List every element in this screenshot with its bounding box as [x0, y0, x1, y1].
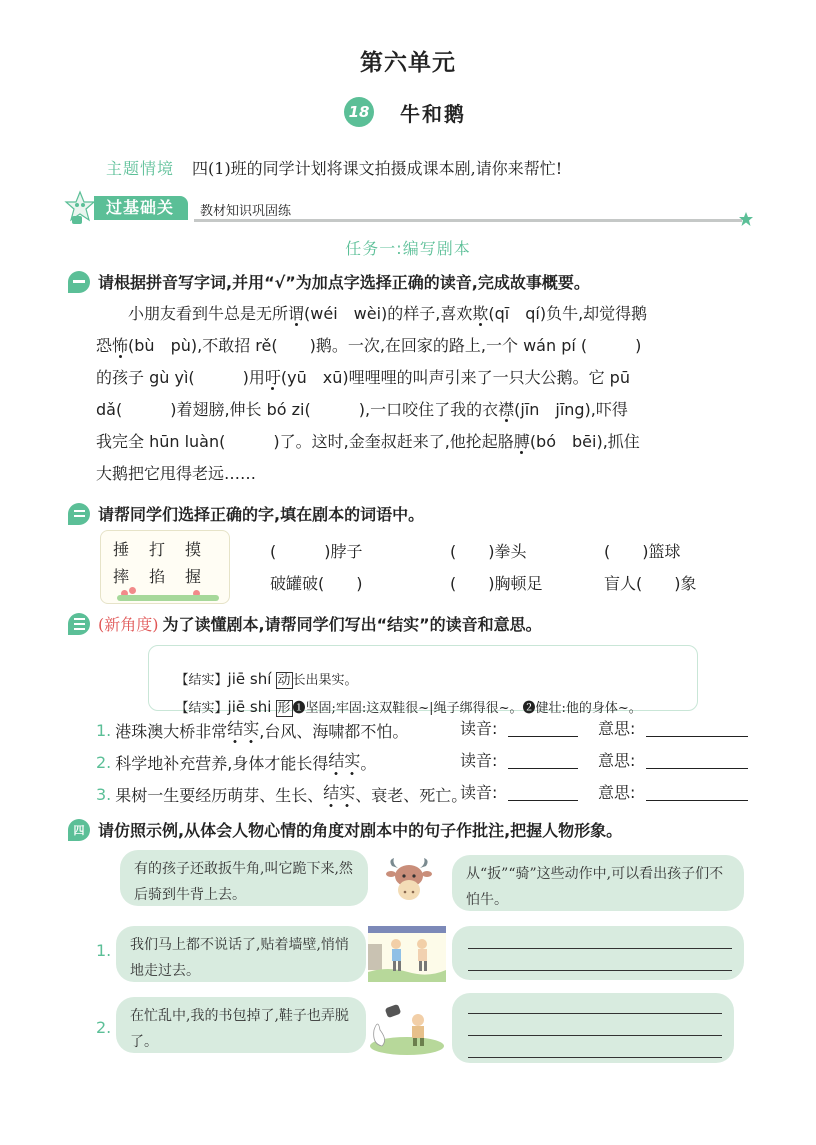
- question-4-instruction: 请仿照示例,从体会人物心情的角度对剧本中的句子作批注,把握人物形象。: [98, 821, 623, 840]
- sentence-row: [96, 748, 376, 776]
- meaning-answer-line[interactable]: [646, 800, 748, 801]
- text-segment: 大鹅把它甩得老远……: [96, 464, 257, 483]
- dotted-word: 结实: [227, 716, 259, 744]
- sentence-bubble: 我们马上都不说话了,贴着墙壁,悄悄地走过去。: [116, 926, 366, 982]
- dict-word: 【结实】: [175, 701, 228, 716]
- dotted-character: 吁: [264, 368, 281, 387]
- fill-in-words: [270, 536, 724, 600]
- question-3-instruction: 为了读懂剧本,请帮同学们写出“结实”的读音和意思。: [162, 615, 542, 634]
- reading-answer-line[interactable]: [508, 800, 578, 801]
- paragraph-line: [96, 330, 752, 362]
- example-annotation-bubble: 从“扳”“骑”这些动作中,可以看出孩子们不怕牛。: [452, 855, 744, 911]
- sentence-text: ,台风、海啸都不怕。: [259, 721, 409, 741]
- sentence-text: 科学地补充营养,身体才能长得: [115, 753, 329, 773]
- answer-line[interactable]: [468, 970, 732, 971]
- question-1-heading: [68, 270, 590, 293]
- banner-divider: [194, 219, 742, 222]
- dict-pinyin: jiē shí: [227, 670, 272, 688]
- star-icon: [738, 211, 754, 227]
- meaning-label: 意思:: [598, 719, 636, 738]
- new-angle-tag: (新角度): [98, 615, 159, 634]
- question-2-heading: [68, 502, 424, 525]
- banner-subtitle: 教材知识巩固练: [200, 204, 292, 219]
- star-mascot-icon: [64, 190, 96, 226]
- task-title: 任务一:编写剧本: [345, 239, 471, 258]
- meaning-answer-line[interactable]: [646, 768, 748, 769]
- question-3-heading: [68, 612, 542, 635]
- grass-decoration: [117, 595, 219, 601]
- theme-row: [106, 156, 562, 179]
- text-segment: dǎ( )着翅膀,伸长 bó zi( ),一口咬住了我的衣: [96, 400, 499, 419]
- paragraph-line: [96, 298, 752, 330]
- example-sentence-bubble: 有的孩子还敢扳牛角,叫它跪下来,然后骑到牛背上去。: [120, 850, 368, 906]
- sentence-row: [96, 780, 467, 808]
- fill-row: [270, 568, 724, 600]
- dotted-character: 怖: [112, 336, 129, 355]
- sentence-number: 2.: [96, 752, 112, 772]
- flower-decoration: [129, 587, 136, 594]
- dotted-character: 襟: [498, 400, 515, 419]
- paragraph-line: [96, 426, 752, 458]
- banner-title: 过基础关: [94, 196, 188, 220]
- meaning-label: 意思:: [598, 783, 636, 802]
- boys-by-wall-illustration: [368, 926, 446, 982]
- text-segment: (qī qí)负牛,却觉得鹅: [488, 304, 648, 323]
- dotted-character: 膊: [513, 432, 530, 451]
- dict-part-of-speech: 动: [277, 673, 291, 688]
- question-number-badge: [68, 271, 90, 293]
- item-number: 1.: [96, 941, 112, 960]
- text-segment: (jīn jīng),吓得: [514, 400, 628, 419]
- choice-character: 打: [149, 540, 166, 559]
- question-2-instruction: 请帮同学们选择正确的字,填在剧本的词语中。: [98, 505, 425, 524]
- unit-title: 第六单元: [360, 50, 456, 76]
- paragraph-line: [96, 362, 752, 394]
- annotation-answer-box[interactable]: [452, 993, 734, 1063]
- dict-part-of-speech: 形: [277, 701, 291, 716]
- question-1-instruction: 请根据拼音写字词,并用“√”为加点字选择正确的读音,完成故事概要。: [98, 273, 590, 292]
- reading-label: 读音:: [460, 719, 498, 738]
- choice-character: 掐: [149, 567, 166, 586]
- section-banner: [64, 190, 754, 226]
- dotted-character: 谓: [288, 304, 305, 323]
- character-choice-box: [100, 530, 230, 604]
- dotted-word: 结实: [323, 780, 355, 808]
- choice-character: 摔: [113, 567, 130, 586]
- paragraph-line: [96, 458, 752, 490]
- fill-blank-word[interactable]: 盲人( )象: [604, 574, 697, 593]
- dict-pinyin: jiē shi: [227, 698, 272, 716]
- text-segment: 我完全 hūn luàn( )了。这时,金奎叔赶来了,他抡起胳: [96, 432, 514, 451]
- sentence-number: 1.: [96, 720, 112, 740]
- choice-character: 捶: [113, 540, 130, 559]
- sentence-text: 果树一生要经历萌芽、生长、: [115, 785, 324, 805]
- sentence-row: [96, 716, 408, 744]
- goose-chasing-boy-illustration: [368, 1000, 446, 1056]
- sentence-number: 3.: [96, 784, 112, 804]
- text-segment: (bù pù),不敢招 rě( )鹅。一次,在回家的路上,一个 wán pí ( ): [128, 336, 642, 355]
- cow-head-icon: [386, 856, 432, 904]
- fill-blank-word[interactable]: ( )胸顿足: [450, 574, 543, 593]
- fill-blank-word[interactable]: ( )拳头: [450, 542, 527, 561]
- choice-character: 握: [185, 567, 202, 586]
- paragraph-line: [96, 394, 752, 426]
- theme-text: 四(1)班的同学计划将课文拍摄成课本剧,请你来帮忙!: [192, 159, 563, 178]
- answer-line[interactable]: [468, 1013, 722, 1014]
- sentence-bubble: 在忙乱中,我的书包掉了,鞋子也弄脱了。: [116, 997, 366, 1053]
- reading-answer-line[interactable]: [508, 768, 578, 769]
- sentence-text: 、衰老、死亡。: [355, 785, 468, 805]
- answer-line[interactable]: [468, 1035, 722, 1036]
- question-number-badge: [68, 613, 90, 635]
- reading-label: 读音:: [460, 751, 498, 770]
- meaning-answer-line[interactable]: [646, 736, 748, 737]
- text-segment: 恐: [96, 336, 113, 355]
- dict-meaning: ❶坚固;牢固:这双鞋很~|绳子绑得很~。❷健壮:他的身体~。: [292, 701, 642, 716]
- question-number-badge: [68, 503, 90, 525]
- sentence-text: 港珠澳大桥非常: [115, 721, 228, 741]
- text-segment: (bó bēi),抓住: [529, 432, 640, 451]
- dotted-character: 欺: [472, 304, 489, 323]
- text-segment: (wéi wèi)的样子,喜欢: [304, 304, 473, 323]
- fill-blank-word[interactable]: ( )脖子: [270, 542, 363, 561]
- dict-meaning: 长出果实。: [292, 673, 358, 688]
- reading-label: 读音:: [460, 783, 498, 802]
- fill-row: [270, 536, 724, 568]
- answer-line[interactable]: [468, 1057, 722, 1058]
- text-segment: 小朋友看到牛总是无所: [96, 304, 289, 323]
- story-summary-paragraph: [96, 298, 752, 490]
- dict-word: 【结实】: [175, 673, 228, 688]
- answer-line[interactable]: [468, 948, 732, 949]
- dotted-word: 结实: [328, 748, 360, 776]
- annotation-answer-box[interactable]: [452, 926, 744, 980]
- lesson-title: 牛和鹅: [400, 101, 466, 126]
- item-number: 2.: [96, 1018, 112, 1037]
- fill-blank-word[interactable]: ( )篮球: [604, 542, 681, 561]
- dictionary-entry-box: [148, 645, 698, 716]
- choice-character: 摸: [185, 540, 202, 559]
- reading-answer-line[interactable]: [508, 736, 578, 737]
- text-segment: (yū xū)哩哩哩的叫声引来了一只大公鹅。它 pū: [280, 368, 630, 387]
- theme-label: 主题情境: [106, 159, 175, 178]
- fill-blank-word[interactable]: 破罐破( ): [270, 574, 363, 593]
- sentence-text: 。: [360, 753, 377, 773]
- lesson-number-badge: 18: [344, 97, 374, 127]
- question-4-heading: [68, 818, 622, 841]
- lesson-heading: [344, 96, 466, 128]
- text-segment: 的孩子 gù yì( )用: [96, 368, 265, 387]
- question-number-badge: 四: [68, 819, 90, 841]
- meaning-label: 意思:: [598, 751, 636, 770]
